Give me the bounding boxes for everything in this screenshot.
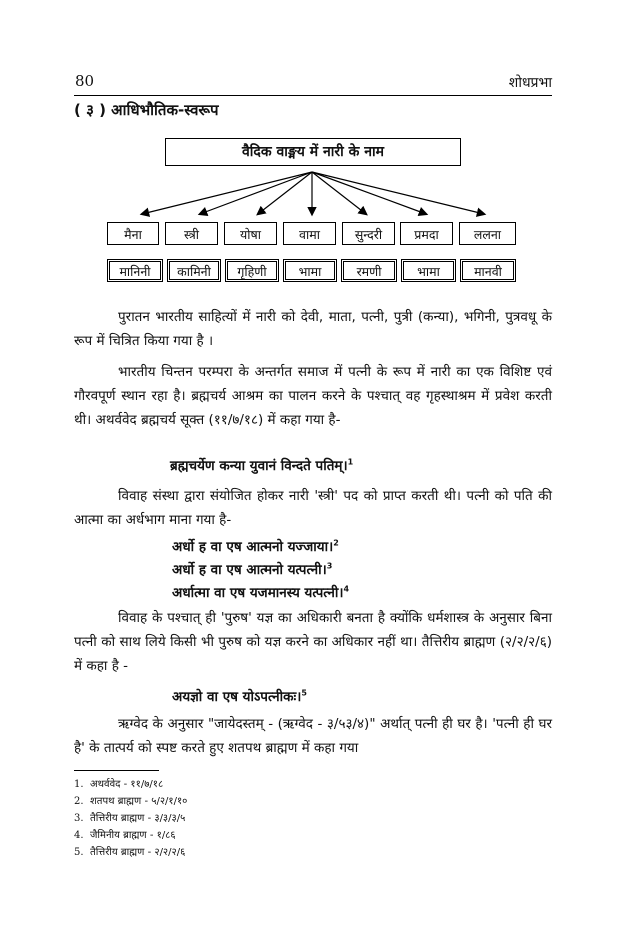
footnote: 1. अथर्ववेद - ११/७/१८ — [74, 779, 164, 790]
diagram-title: वैदिक वाङ्मय में नारी के नाम — [165, 138, 461, 166]
paragraph: ऋग्वेद के अनुसार "जायेदस्तम् - (ऋग्वेद - ३/५३/४)" अर्थात् पत्नी ही घर है। 'पत्नी ही घर है' के तात्पर्य को स्पष्ट करते हुए शतपथ ब्राह्मण में कहा गया — [74, 716, 552, 756]
footnote: 4. जैमिनीय ब्राह्मण - १/८६ — [74, 830, 176, 841]
verse: ब्रह्मचर्येण कन्या युवानं विन्दते पतिम्।$^1$ — [170, 457, 354, 474]
verse: अर्धात्मा वा एष यजमानस्य यत्पत्नी।$^4$ — [172, 584, 350, 601]
arrow-to-box-6 — [312, 172, 426, 214]
name-box: मैना — [107, 222, 159, 245]
paragraph: विवाह के पश्चात् ही 'पुरुष' यज्ञ का अधिकारी बनता है क्योंकि धर्मशास्त्र के अनुसार बिना पत्नी को साथ लिये किसी भी पुरुष को यज्ञ करने का अधिकार नहीं था। तैत्तिरीय ब्राह्मण (२/२/२/६) में कहा है - — [74, 610, 552, 674]
arrow-to-box-7 — [312, 172, 484, 214]
names-diagram — [0, 0, 625, 300]
footnote-ref: 3 — [326, 561, 333, 571]
section-heading: ( ३ ) आधिभौतिक-स्वरूप — [74, 101, 219, 119]
paragraph: पुरातन भारतीय साहित्यों में नारी को देवी, माता, पत्नी, पुत्री (कन्या), भगिनी, पुत्रवधू के रूप में चित्रित किया गया है । — [74, 309, 552, 349]
name-box: स्त्री — [165, 222, 218, 245]
name-box: मानिनी — [107, 259, 163, 282]
name-box: कामिनी — [167, 259, 221, 282]
name-box: ललना — [459, 222, 516, 245]
name-box: सुन्दरी — [342, 222, 395, 245]
footnote: 3. तैत्तिरीय ब्राह्मण - ३/३/३/५ — [74, 813, 186, 824]
verse: अयज्ञो वा एष योऽपत्नीकः।$^5$ — [172, 688, 307, 705]
name-box: योषा — [224, 222, 277, 245]
arrow-to-box-1 — [142, 172, 312, 214]
footnote-rule — [74, 770, 159, 771]
verse: अर्धो ह वा एष आत्मनो यत्पत्नी।$^3$ — [172, 561, 333, 578]
paragraph: विवाह संस्था द्वारा संयोजित होकर नारी 'स्त्री' पद को प्राप्त करती थी। पत्नी को पति की आत्मा का अर्धभाग माना गया है- — [74, 488, 552, 528]
page-number: 80 — [75, 72, 95, 90]
name-box: रमणी — [341, 259, 397, 282]
footnote-ref: 4 — [343, 584, 350, 594]
name-box: भामा — [401, 259, 456, 282]
name-box: गृहिणी — [225, 259, 279, 282]
verse: अर्धो ह वा एष आत्मनो यज्जाया।$^2$ — [172, 538, 339, 555]
running-title: शोधप्रभा — [508, 75, 552, 91]
footnote-ref: 1 — [347, 457, 354, 467]
footnote: 5. तैत्तिरीय ब्राह्मण - २/२/२/६ — [74, 847, 186, 858]
paragraph: भारतीय चिन्तन परम्परा के अन्तर्गत समाज में पत्नी के रूप में नारी का एक विशिष्ट एवं गौरवपूर्ण स्थान रहा है। ब्रह्मचर्य आश्रम का पालन करने के पश्चात् वह गृहस्थाश्रम में प्रवेश करती थी। अथर्ववेद ब्रह्मचर्य सूक्त (११/७/१८) में कहा गया है- — [74, 364, 552, 428]
name-box: प्रमदा — [400, 222, 453, 245]
footnote: 2. शतपथ ब्राह्मण - ५/२/१/१० — [74, 796, 188, 807]
footnote-ref: 5 — [301, 688, 307, 698]
footnote-ref: 2 — [333, 538, 339, 548]
name-box: वामा — [283, 222, 336, 245]
name-box: भामा — [283, 259, 337, 282]
name-box: मानवी — [460, 259, 516, 282]
arrow-to-box-2 — [200, 172, 312, 214]
